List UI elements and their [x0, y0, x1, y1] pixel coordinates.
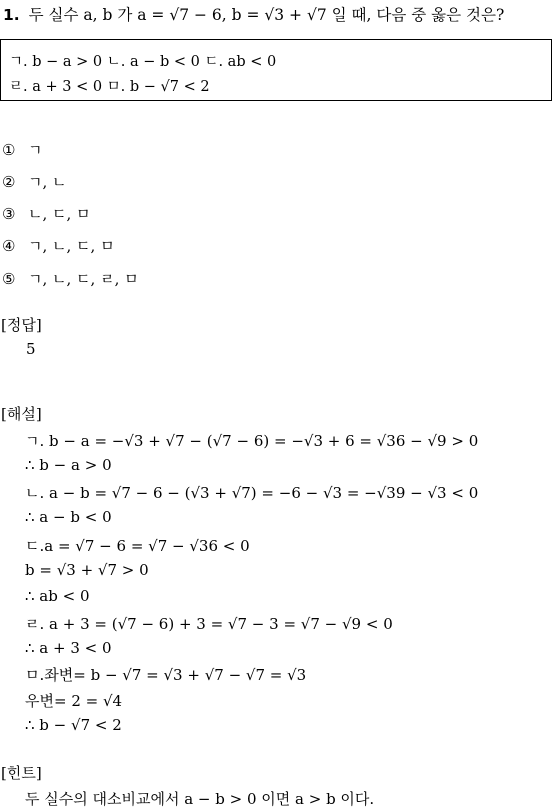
- choice-number: ①: [2, 141, 16, 159]
- question-text: 두 실수 a, b 가 a = √7 − 6, b = √3 + √7 일 때, 다음 중 옳은 것은?: [28, 6, 505, 24]
- choice-text: ㄱ, ㄴ: [28, 173, 67, 191]
- choice-number: ④: [2, 237, 16, 255]
- explanation-heading: [해설]: [1, 405, 42, 423]
- explanation-line: ∴ b − a > 0: [25, 456, 112, 474]
- explanation-line: ㄹ. a + 3 = (√7 − 6) + 3 = √7 − 3 = √7 − √9 < 0: [25, 615, 393, 633]
- explanation-line: 우변= 2 = √4: [25, 692, 123, 710]
- explanation-line: ㄴ. a − b = √7 − 6 − (√3 + √7) = −6 − √3 = −√39 − √3 < 0: [25, 484, 479, 502]
- question-number: 1.: [3, 6, 20, 24]
- hint-heading: [힌트]: [1, 764, 42, 782]
- explanation-line: ∴ a − b < 0: [25, 508, 112, 526]
- choice-number: ②: [2, 173, 16, 191]
- choice-number: ③: [2, 205, 16, 223]
- answer-value: 5: [26, 340, 36, 358]
- choice-number: ⑤: [2, 270, 16, 288]
- choice-1[interactable]: [2, 139, 43, 160]
- choice-text: ㄱ: [28, 141, 43, 159]
- hint-text: 두 실수의 대소비교에서 a − b > 0 이면 a > b 이다.: [25, 790, 375, 808]
- explanation-line: ㅁ.좌변= b − √7 = √3 + √7 − √7 = √3: [25, 666, 307, 684]
- choice-4[interactable]: [2, 235, 115, 256]
- answer-heading: [정답]: [1, 316, 42, 334]
- explanation-line: ∴ a + 3 < 0: [25, 639, 112, 657]
- condition-box: [0, 39, 552, 101]
- condition-line-1: ㄱ. b − a > 0 ㄴ. a − b < 0 ㄷ. ab < 0: [9, 54, 277, 70]
- condition-line-2: ㄹ. a + 3 < 0 ㅁ. b − √7 < 2: [9, 79, 210, 95]
- explanation-line: ㄷ.a = √7 − 6 = √7 − √36 < 0: [25, 537, 250, 555]
- choice-5[interactable]: [2, 268, 139, 289]
- choice-text: ㄱ, ㄴ, ㄷ, ㅁ: [28, 237, 115, 255]
- explanation-line: b = √3 + √7 > 0: [25, 561, 149, 579]
- explanation-line: ∴ ab < 0: [25, 587, 90, 605]
- choice-text: ㄴ, ㄷ, ㅁ: [28, 205, 91, 223]
- choice-2[interactable]: [2, 171, 67, 192]
- explanation-line: ∴ b − √7 < 2: [25, 716, 122, 734]
- explanation-line: ㄱ. b − a = −√3 + √7 − (√7 − 6) = −√3 + 6 = √36 − √9 > 0: [25, 432, 479, 450]
- choice-3[interactable]: [2, 203, 91, 224]
- choice-text: ㄱ, ㄴ, ㄷ, ㄹ, ㅁ: [28, 270, 139, 288]
- question: [3, 3, 504, 25]
